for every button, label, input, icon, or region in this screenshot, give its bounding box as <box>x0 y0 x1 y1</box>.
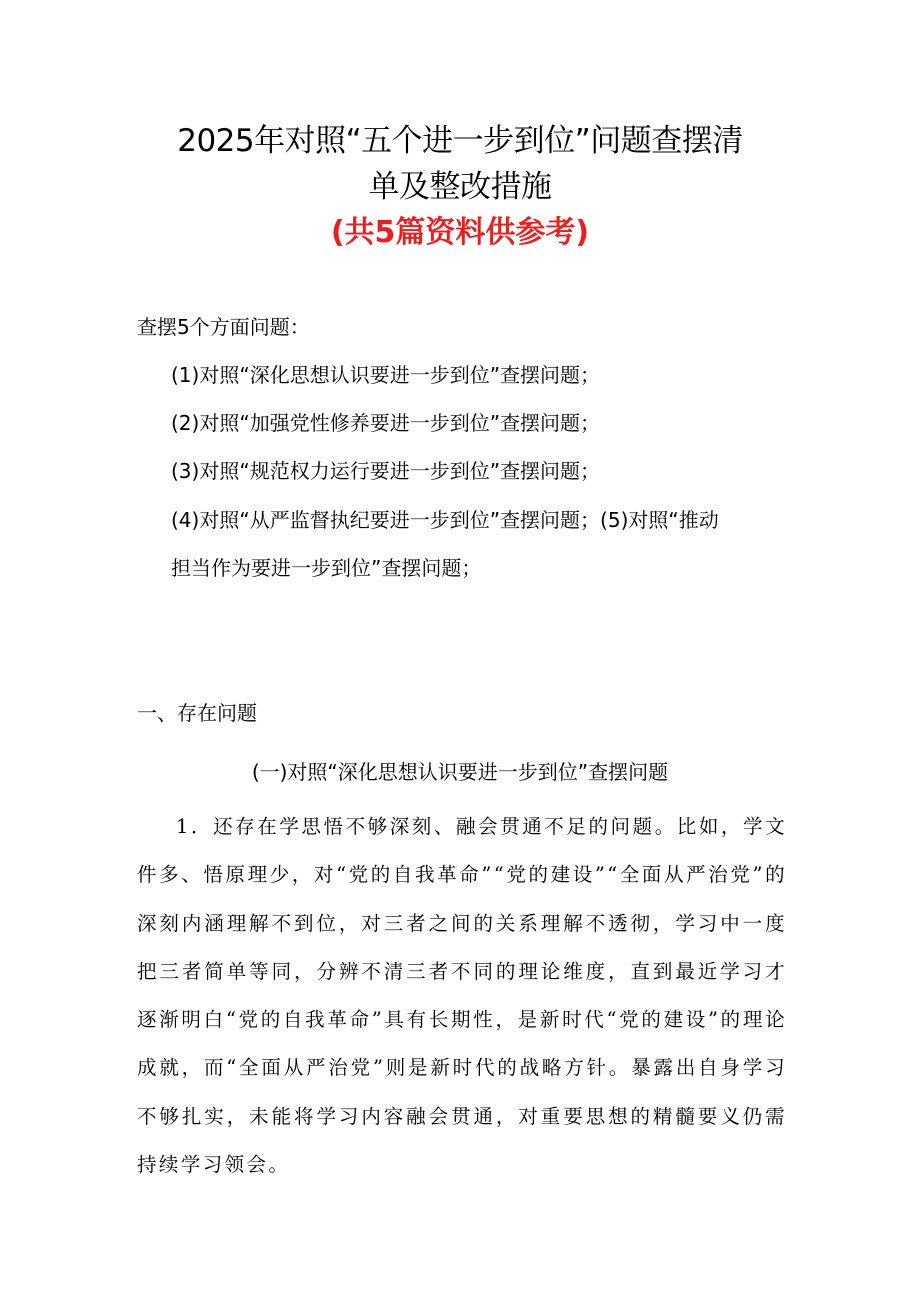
subsection-heading: (一)对照“深化思想认识要进一步到位”查摆问题 <box>251 760 669 784</box>
list-item: (1)对照“深化思想认识要进一步到位”查摆问题； <box>171 363 601 387</box>
list-item: (4)对照“从严监督执纪要进一步到位”查摆问题；(5)对照“推动 <box>171 508 719 532</box>
document-subtitle: (共5篇资料供参考) <box>330 215 590 250</box>
list-item: (3)对照“规范权力运行要进一步到位”查摆问题； <box>171 459 601 483</box>
list-item: 担当作为要进一步到位”查摆问题； <box>171 556 482 580</box>
intro-text: 查摆5个方面问题： <box>137 315 310 339</box>
body-paragraph: 1．还存在学思悟不够深刻、融会贯通不足的问题。比如，学文件多、悟原理少，对“党的自我革命”“党的建设”“全面从严治党”的深刻内涵理解不到位，对三者之间的关系理解不透彻，学习中一度把三者简单等同，分辨不清三者不同的理论维度，直到最近学习才逐渐明白“党的自我革命”具有长期性，是新时代“党的建设”的理论成就，而“全面从严治党”则是新时代的战略方针。暴露出自身学习不够扎实，未能将学习内容融会贯通，对重要思想的精髓要义仍需持续学习领会。 <box>137 815 787 1177</box>
section-heading: 一、存在问题 <box>137 701 257 725</box>
document-title-line-2: 单及整改措施 <box>368 169 552 205</box>
document-title-line-1: 2025年对照“五个进一步到位”问题查摆清 <box>177 123 743 159</box>
list-item: (2)对照“加强党性修养要进一步到位”查摆问题； <box>171 411 601 435</box>
